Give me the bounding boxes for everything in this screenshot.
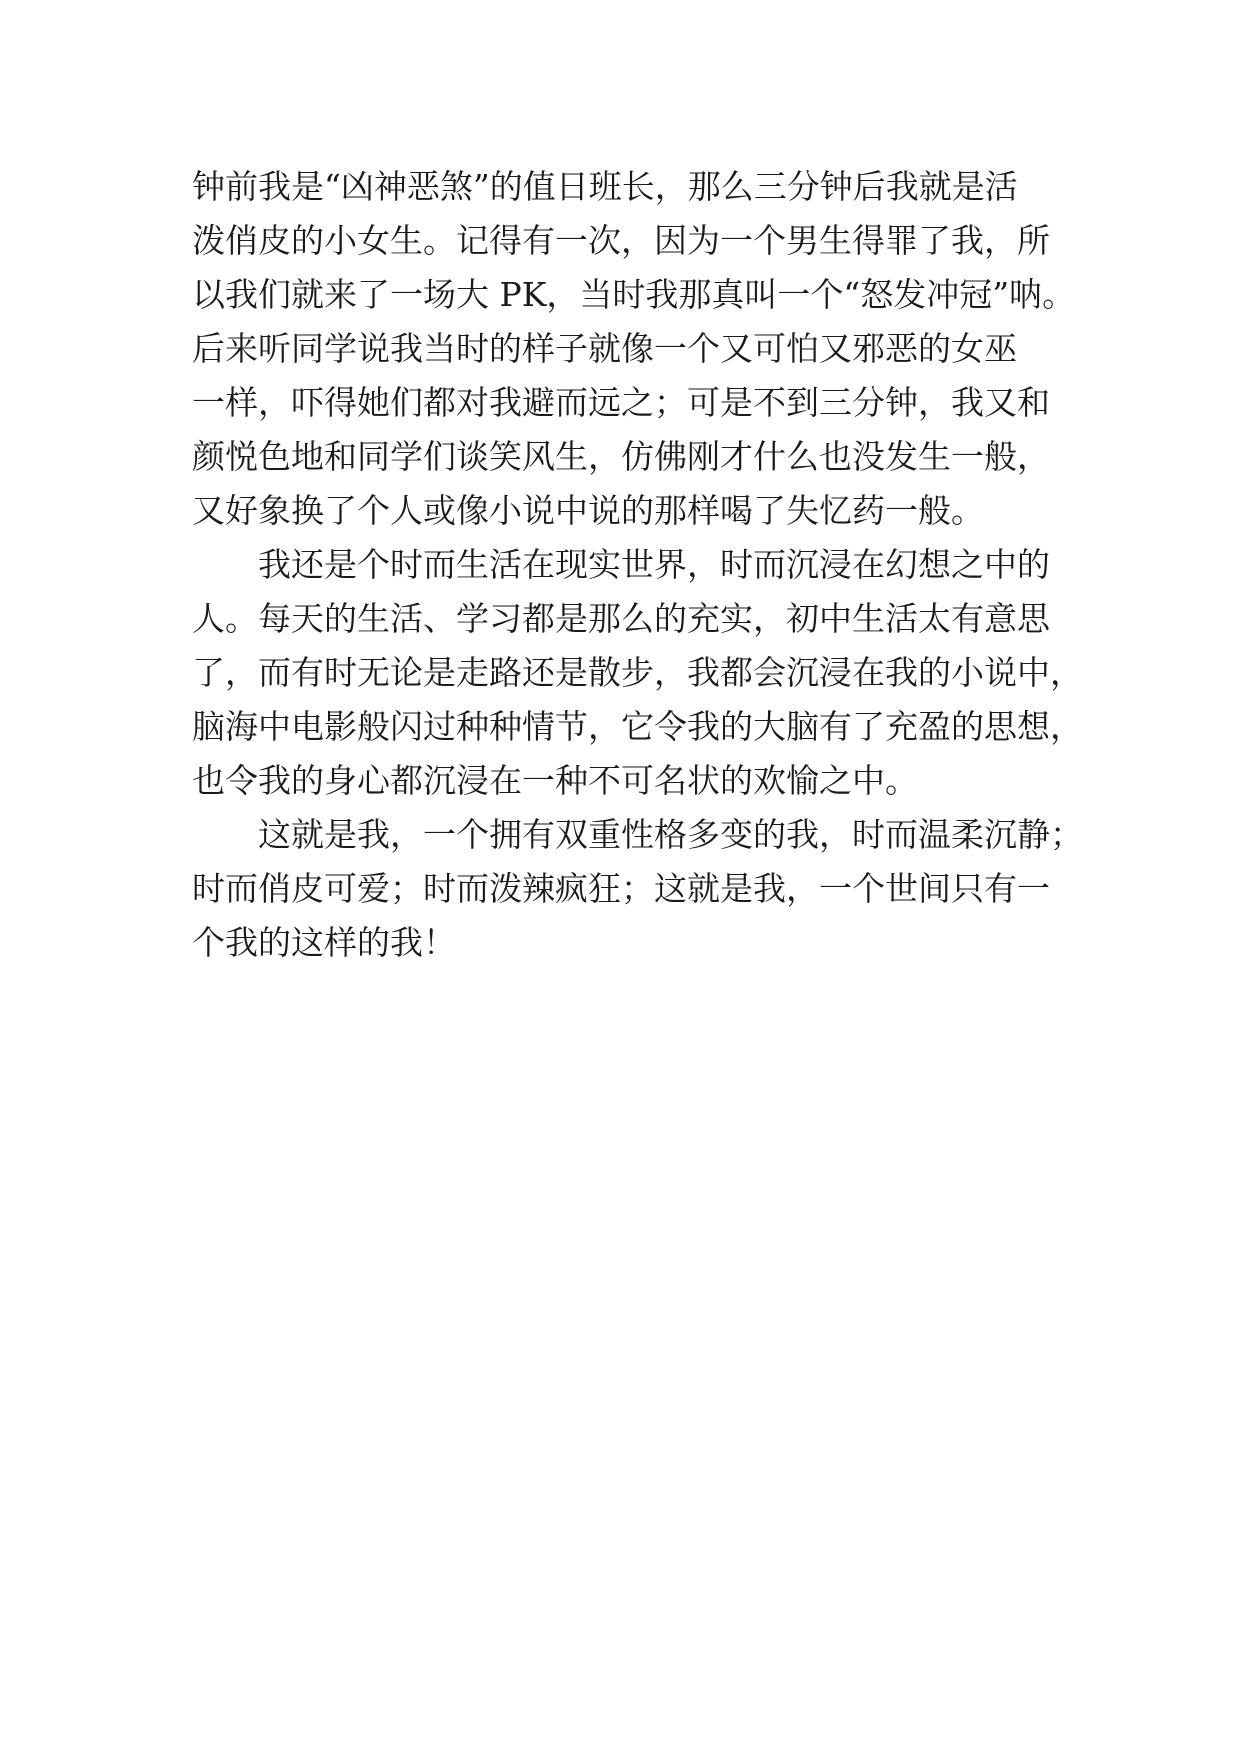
text-line: 后来听同学说我当时的样子就像一个又可怕又邪恶的女巫 <box>192 329 1017 368</box>
text-line: 时而俏皮可爱；时而泼辣疯狂；这就是我，一个世间只有一 <box>192 869 1050 908</box>
text-line: 脑海中电影般闪过种种情节，它令我的大脑有了充盈的思想， <box>192 707 1083 746</box>
text-line: 钟前我是“凶神恶煞”的值日班长，那么三分钟后我就是活 <box>192 167 1018 206</box>
text-line: 也令我的身心都沉浸在一种不可名状的欢愉之中。 <box>192 761 918 800</box>
essay-body <box>192 160 1122 970</box>
text-line: 了，而有时无论是走路还是散步，我都会沉浸在我的小说中， <box>192 653 1083 692</box>
text-line-indented: 我还是个时而生活在现实世界，时而沉浸在幻想之中的 <box>258 545 1050 584</box>
paragraph-3 <box>192 808 1122 970</box>
paragraph-1 <box>192 160 1122 538</box>
text-line: 颜悦色地和同学们谈笑风生，仿佛刚才什么也没发生一般， <box>192 437 1050 476</box>
text-line: 一样，吓得她们都对我避而远之；可是不到三分钟，我又和 <box>192 383 1050 422</box>
text-line: 个我的这样的我！ <box>192 923 456 962</box>
text-line: 以我们就来了一场大 PK，当时我那真叫一个“怒发冲冠”呐。 <box>192 275 1076 314</box>
text-line-indented: 这就是我，一个拥有双重性格多变的我，时而温柔沉静； <box>258 815 1083 854</box>
text-line: 人。每天的生活、学习都是那么的充实，初中生活太有意思 <box>192 599 1050 638</box>
text-line: 泼俏皮的小女生。记得有一次，因为一个男生得罪了我，所 <box>192 221 1050 260</box>
paragraph-2 <box>192 538 1122 808</box>
text-line: 又好象换了个人或像小说中说的那样喝了失忆药一般。 <box>192 491 984 530</box>
